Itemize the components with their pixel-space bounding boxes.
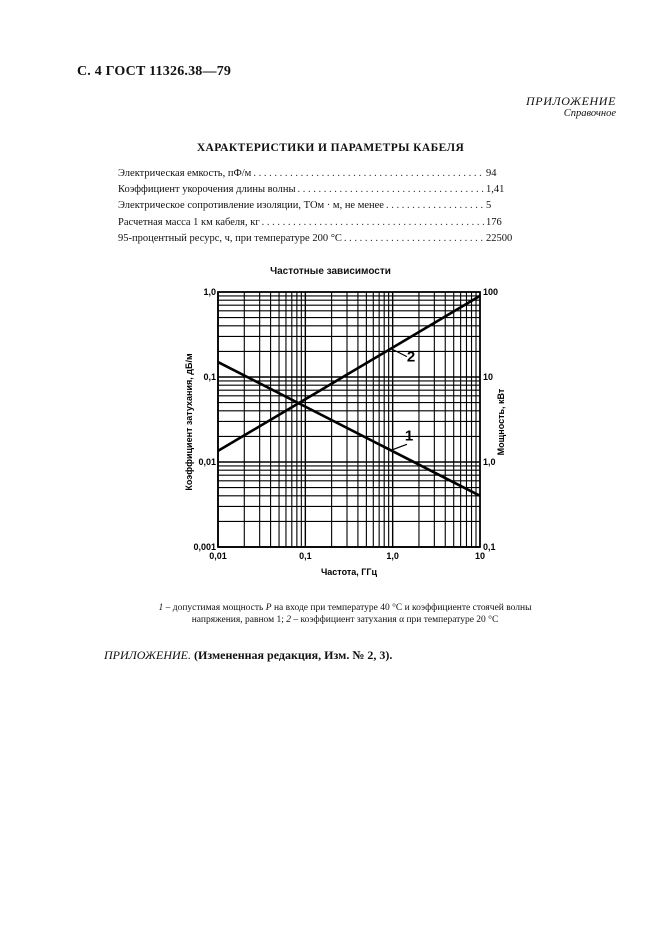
series-label-1: 1 [404, 427, 414, 445]
parameter-label: Электрическое сопротивление изоляции, ТОм · м, не менее [118, 200, 384, 212]
caption-part: – коэффициент затухания α при температуре 20 °С [291, 615, 499, 625]
caption-part: 1 [158, 603, 164, 613]
caption-part: 2 [286, 615, 292, 625]
frequency-chart [180, 282, 510, 582]
y-tick-label-right: 100 [483, 287, 499, 297]
x-tick-label: 0,1 [299, 551, 312, 561]
parameter-label: 95-процентный ресурс, ч, при температуре 200 °С [118, 232, 342, 244]
leader-dots [253, 168, 484, 179]
y-tick-label-left: 0,01 [198, 457, 216, 467]
y-tick-label-right: 10 [483, 372, 494, 382]
chart-title: Частотные зависимости [270, 266, 391, 277]
x-tick-label: 0,01 [209, 551, 227, 561]
caption-part: P [265, 603, 272, 613]
x-tick-label: 10 [474, 551, 486, 561]
series-label-2: 2 [406, 348, 416, 366]
caption-part: – допустимая мощность [163, 603, 266, 613]
parameter-row [118, 217, 548, 233]
leader-dots [298, 184, 484, 195]
parameter-value: 5 [486, 200, 492, 212]
y-tick-label-right: 0,1 [483, 542, 496, 552]
y-tick-label-left: 0,001 [193, 542, 216, 552]
page-header: С. 4 ГОСТ 11326.38—79 [77, 64, 232, 79]
y-tick-label-right: 1,0 [483, 457, 496, 467]
parameter-label: Расчетная масса 1 км кабеля, кг [118, 216, 260, 228]
parameter-value: 176 [486, 216, 502, 228]
note-italic: ПРИЛОЖЕНИЕ. [104, 648, 191, 662]
appendix-title: ПРИЛОЖЕНИЕ [526, 94, 616, 108]
appendix-subtitle: Справочное [563, 108, 616, 119]
parameter-row [118, 200, 548, 216]
parameter-row [118, 233, 548, 249]
x-tick-label: 1,0 [386, 551, 399, 561]
parameter-label: Электрическая емкость, пФ/м [118, 168, 252, 179]
leader-dots [262, 217, 484, 228]
chart-grid [218, 292, 480, 547]
appendix-label [526, 94, 616, 119]
figure-caption [150, 602, 540, 626]
y-tick-label-left: 1,0 [203, 287, 216, 297]
y-axis-label-right: Мощность, кВт [496, 388, 506, 456]
note-bold: (Измененная редакция, Изм. № 2, 3). [190, 648, 393, 662]
section-title: ХАРАКТЕРИСТИКИ И ПАРАМЕТРЫ КАБЕЛЯ [196, 142, 465, 154]
parameter-value: 94 [486, 168, 497, 179]
chart-ticks [193, 287, 498, 561]
x-axis-label: Частота, ГГц [320, 567, 378, 577]
plot-frame [218, 292, 480, 547]
leader-dots [344, 233, 484, 244]
y-tick-label-left: 0,1 [203, 372, 216, 382]
parameters-list [118, 168, 548, 249]
parameter-row [118, 168, 548, 184]
amendment-note [104, 648, 392, 663]
y-axis-label-left: Коэффициент затухания, дБ/м [184, 353, 194, 491]
parameter-row [118, 184, 548, 200]
parameter-value: 22500 [486, 232, 513, 244]
parameter-label: Коэффициент укорочения длины волны [118, 184, 296, 196]
leader-dots [386, 200, 484, 211]
parameter-value: 1,41 [486, 184, 505, 196]
caption-part: на входе при температуре 40 °С и коэффициенте стоячей волны напряжения, равном 1; [191, 603, 532, 625]
